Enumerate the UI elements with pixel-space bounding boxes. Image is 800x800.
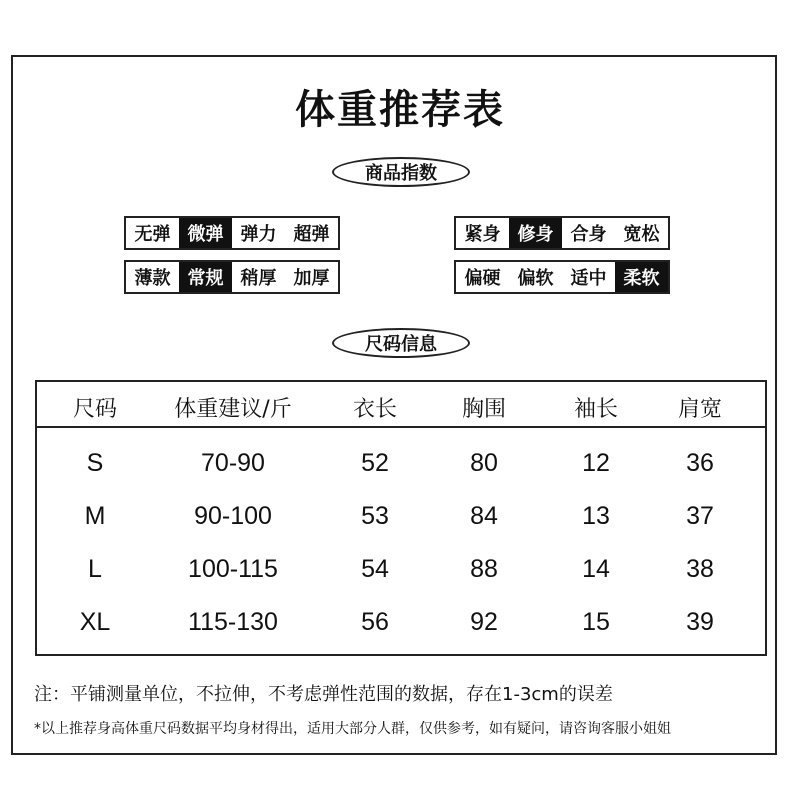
column-header: 体重建议/斤 — [174, 397, 292, 422]
index-option: 无弹 — [134, 224, 171, 245]
column-header: 肩宽 — [677, 397, 723, 422]
section-label-text: 商品指数 — [365, 163, 437, 184]
column-header: 胸围 — [461, 397, 507, 422]
index-option: 适中 — [570, 268, 607, 289]
index-option: 宽松 — [623, 224, 660, 245]
index-option: 薄款 — [134, 268, 171, 289]
index-option-selected: 微弹 — [179, 218, 232, 248]
table-cell: 80 — [470, 449, 498, 477]
table-row — [37, 596, 765, 649]
table-cell: S — [86, 449, 104, 477]
table-cell: 14 — [582, 555, 610, 583]
index-option-selected: 修身 — [509, 218, 562, 248]
table-cell: 56 — [361, 608, 389, 636]
column-header: 尺码 — [72, 397, 118, 422]
table-cell: 53 — [361, 502, 389, 530]
size-table — [35, 380, 767, 656]
section-label-size-info — [332, 328, 470, 358]
table-cell: 115-130 — [188, 608, 278, 636]
index-option-selected: 柔软 — [615, 262, 668, 292]
index-option-selected: 常规 — [179, 262, 232, 292]
page-title: 体重推荐表 — [295, 87, 505, 133]
table-row — [37, 437, 765, 490]
table-header-row — [37, 382, 765, 428]
table-cell: 88 — [470, 555, 498, 583]
section-label-product-index — [332, 157, 470, 187]
section-label-text: 尺码信息 — [365, 334, 437, 355]
index-option: 稍厚 — [240, 268, 277, 289]
table-cell: 39 — [686, 608, 714, 636]
table-cell: 52 — [361, 449, 389, 477]
table-cell: 54 — [361, 555, 389, 583]
index-row-thickness — [124, 260, 340, 294]
table-cell: 12 — [582, 449, 610, 477]
table-cell: 13 — [582, 502, 610, 530]
index-option: 合身 — [570, 224, 607, 245]
table-cell: 37 — [686, 502, 714, 530]
index-option: 紧身 — [464, 224, 501, 245]
column-header: 袖长 — [573, 397, 619, 422]
table-row — [37, 490, 765, 543]
table-cell: L — [88, 555, 102, 583]
index-option: 偏硬 — [464, 268, 501, 289]
column-header: 衣长 — [352, 397, 398, 422]
table-cell: 100-115 — [188, 555, 278, 583]
table-cell: 84 — [470, 502, 498, 530]
table-cell: 15 — [582, 608, 610, 636]
index-row-fit — [454, 216, 670, 250]
disclaimer-note: *以上推荐身高体重尺码数据平均身材得出，适用大部分人群，仅供参考，如有疑问，请咨询客服小姐姐 — [34, 721, 671, 737]
table-cell: 38 — [686, 555, 714, 583]
table-cell: 92 — [470, 608, 498, 636]
index-row-softness — [454, 260, 670, 294]
index-option: 超弹 — [293, 224, 330, 245]
table-cell: M — [84, 502, 106, 530]
table-cell: 70-90 — [201, 449, 265, 477]
index-option: 弹力 — [240, 224, 277, 245]
index-option: 偏软 — [517, 268, 554, 289]
table-cell: XL — [79, 608, 111, 636]
index-row-elasticity — [124, 216, 340, 250]
table-cell: 36 — [686, 449, 714, 477]
index-option: 加厚 — [293, 268, 330, 289]
measurement-note: 注：平铺测量单位，不拉伸，不考虑弹性范围的数据，存在1-3cm的误差 — [34, 684, 613, 705]
table-cell: 90-100 — [194, 502, 272, 530]
table-row — [37, 543, 765, 596]
